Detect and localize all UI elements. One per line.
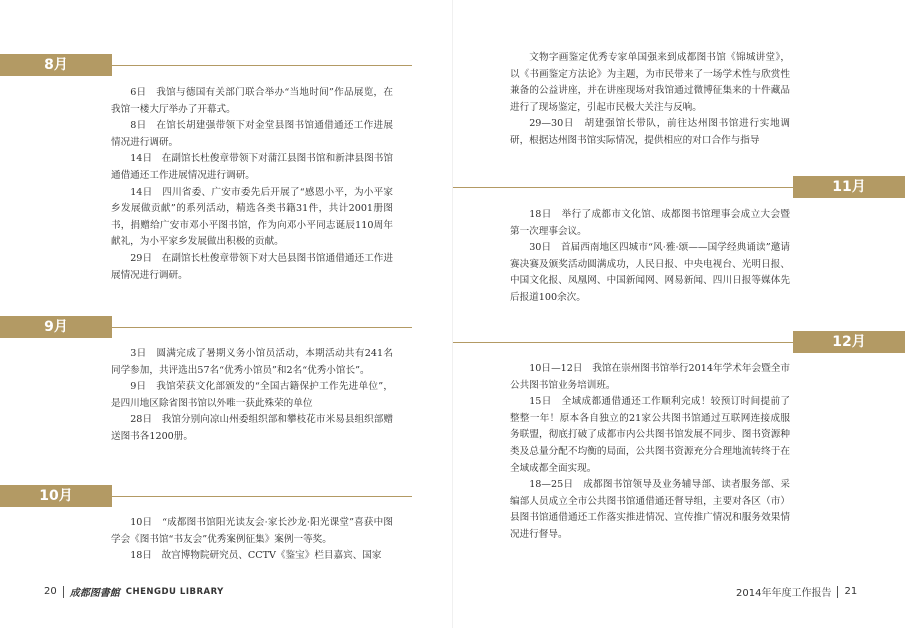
month-rule [112,327,412,328]
month-tag: 8月 [0,54,112,76]
entry-text: 在馆长胡建强带领下对金堂县图书馆通借通还工作进展情况进行调研。 [111,120,394,148]
month-header-october [0,485,412,507]
entry-date: 3日 [130,348,147,359]
library-logo-cn: 成都图書館 [69,588,120,599]
entry [510,207,790,240]
entry-date: 10日 [130,517,153,528]
entry-text: 我馆荣获文化部颁发的“全国古籍保护工作先进单位”，是四川地区除省图书馆以外唯一获此殊荣的单位 [111,381,394,409]
entry-text: 胡建强馆长带队，前往达州图书馆进行实地调研，根据达州图书馆实际情况，提供相应的对口合作与指导 [510,118,791,146]
footer-divider [837,586,838,598]
month-header-november [453,176,905,198]
entry-text: 故宫博物院研究员、CCTV《鉴宝》栏目嘉宾、国家 [161,550,382,562]
entry-date: 30日 [529,242,552,254]
october-entries [111,515,393,565]
month-header-august [0,54,412,76]
report-title: 2014年年度工作报告 [736,588,832,599]
month-header-december [453,331,905,353]
entry-text: 全域成都通借通还工作顺利完成！较预订时间提前了整整一年！原本各自独立的21家公共图书馆通过互联网连接成服务联盟，彻底打破了成都市内公共图书馆发展不同步、图书资源种类及总量分配不均衡的局面，公共图书资源充分合理地流转终于在全域成都全面实现。 [510,396,791,474]
entry-date: 29日 [130,252,153,264]
entry [111,251,393,284]
entry-text: 我馆分别向凉山州委组织部和攀枝花市米易县组织部赠送图书各1200册。 [111,414,393,442]
month-rule [453,187,793,188]
month-header-september [0,316,412,338]
entry-text: 成都图书馆领导及业务辅导部、读者服务部、采编部人员成立全市公共图书馆通借通还督导组，主要对各区（市）县图书馆通借通还工作落实推进情况、宣传推广情况和服务效果情况进行督导。 [510,479,791,540]
entry-date: 10日—12日 [529,363,583,374]
month-tag: 9月 [0,316,112,338]
entry-text: “成都图书馆阳光读友会·家长沙龙·阳光课堂”喜获中图学会《图书馆“书友会”优秀案例征集》案例一等奖。 [111,517,393,545]
page-number: 21 [844,586,858,597]
month-tag: 12月 [793,331,905,353]
entry-date: 29—30日 [529,118,575,130]
entry [111,151,393,184]
entry [111,346,393,379]
entry-date: 18—25日 [529,479,574,491]
entry [111,548,393,565]
entry-date: 8日 [130,120,147,132]
month-tag: 11月 [793,176,905,198]
right-page [453,0,905,628]
footer-divider [63,586,64,598]
entry-date: 14日 [130,153,153,165]
entry-date: 18日 [130,550,152,562]
entry-date: 28日 [130,414,153,426]
entry [510,477,790,543]
left-footer [44,584,224,599]
august-entries [111,85,393,284]
month-rule [112,65,412,66]
december-entries [510,361,790,544]
entry-date: 6日 [130,87,147,98]
left-page [0,0,452,628]
entry [510,50,790,116]
entry-text: 首届西南地区四城市“风·雅·颂——国学经典诵读”邀请赛决赛及颁奖活动圆满成功，人民日报、中央电视台、光明日报、中国文化报、凤凰网、中国新闻网、网易新闻、四川日报等媒体先后报道100余次。 [510,242,790,303]
entry [510,116,790,149]
month-rule [453,342,793,343]
right-footer [736,584,857,599]
entry [510,394,790,477]
entry [111,379,393,412]
november-entries [510,207,790,307]
entry-date: 14日 [130,186,153,198]
entry-date: 18日 [529,209,552,220]
page-number: 20 [44,586,57,597]
entry-text: 在副馆长杜俊章带领下对蒲江县图书馆和新津县图书馆通借通还工作进展情况进行调研。 [111,153,393,181]
entry-text: 圆满完成了暑期义务小馆员活动，本期活动共有241名同学参加，共评选出57名“优秀小馆员”和2名“优秀小馆长”。 [111,348,394,376]
entry-text: 我馆与德国有关部门联合举办“当地时间”作品展览，在我馆一楼大厅举办了开幕式。 [111,87,394,115]
library-logo-en: CHENGDU LIBRARY [125,586,224,597]
entry-text: 文物字画鉴定优秀专家单国强来到成都图书馆《锦城讲堂》，以《书画鉴定方法论》为主题，为市民带来了一场学术性与欣赏性兼备的公益讲座，并在讲座现场对我馆通过微博征集来的十件藏品进行了现场鉴定，引起市民极大关注与反响。 [510,52,790,113]
entry-text: 我馆在崇州图书馆举行2014年学术年会暨全市公共图书馆业务培训班。 [510,363,790,391]
entry-text: 举行了成都市文化馆、成都图书馆理事会成立大会暨第一次理事会议。 [510,209,791,237]
entry-date: 15日 [529,396,552,408]
entry-text: 在副馆长杜俊章带领下对大邑县图书馆通借通还工作进展情况进行调研。 [111,252,393,281]
entry [111,515,393,548]
entry [111,412,393,445]
entry [111,185,393,251]
entry [510,240,790,306]
entry [111,118,393,151]
september-entries [111,346,393,446]
entry [111,85,393,118]
month-rule [112,496,412,497]
entry-date: 9日 [130,381,147,393]
october-continued-entries [510,50,790,150]
entry [510,361,790,394]
entry-text: 四川省委、广安市委先后开展了“感恩小平，为小平家乡发展做贡献”的系列活动，精选各类书籍31件，共计2001册图书，捐赠给广安市邓小平图书馆，作为向邓小平同志诞辰110周年献礼，为小平家乡发展做出积极的贡献。 [111,186,394,248]
month-tag: 10月 [0,485,112,507]
